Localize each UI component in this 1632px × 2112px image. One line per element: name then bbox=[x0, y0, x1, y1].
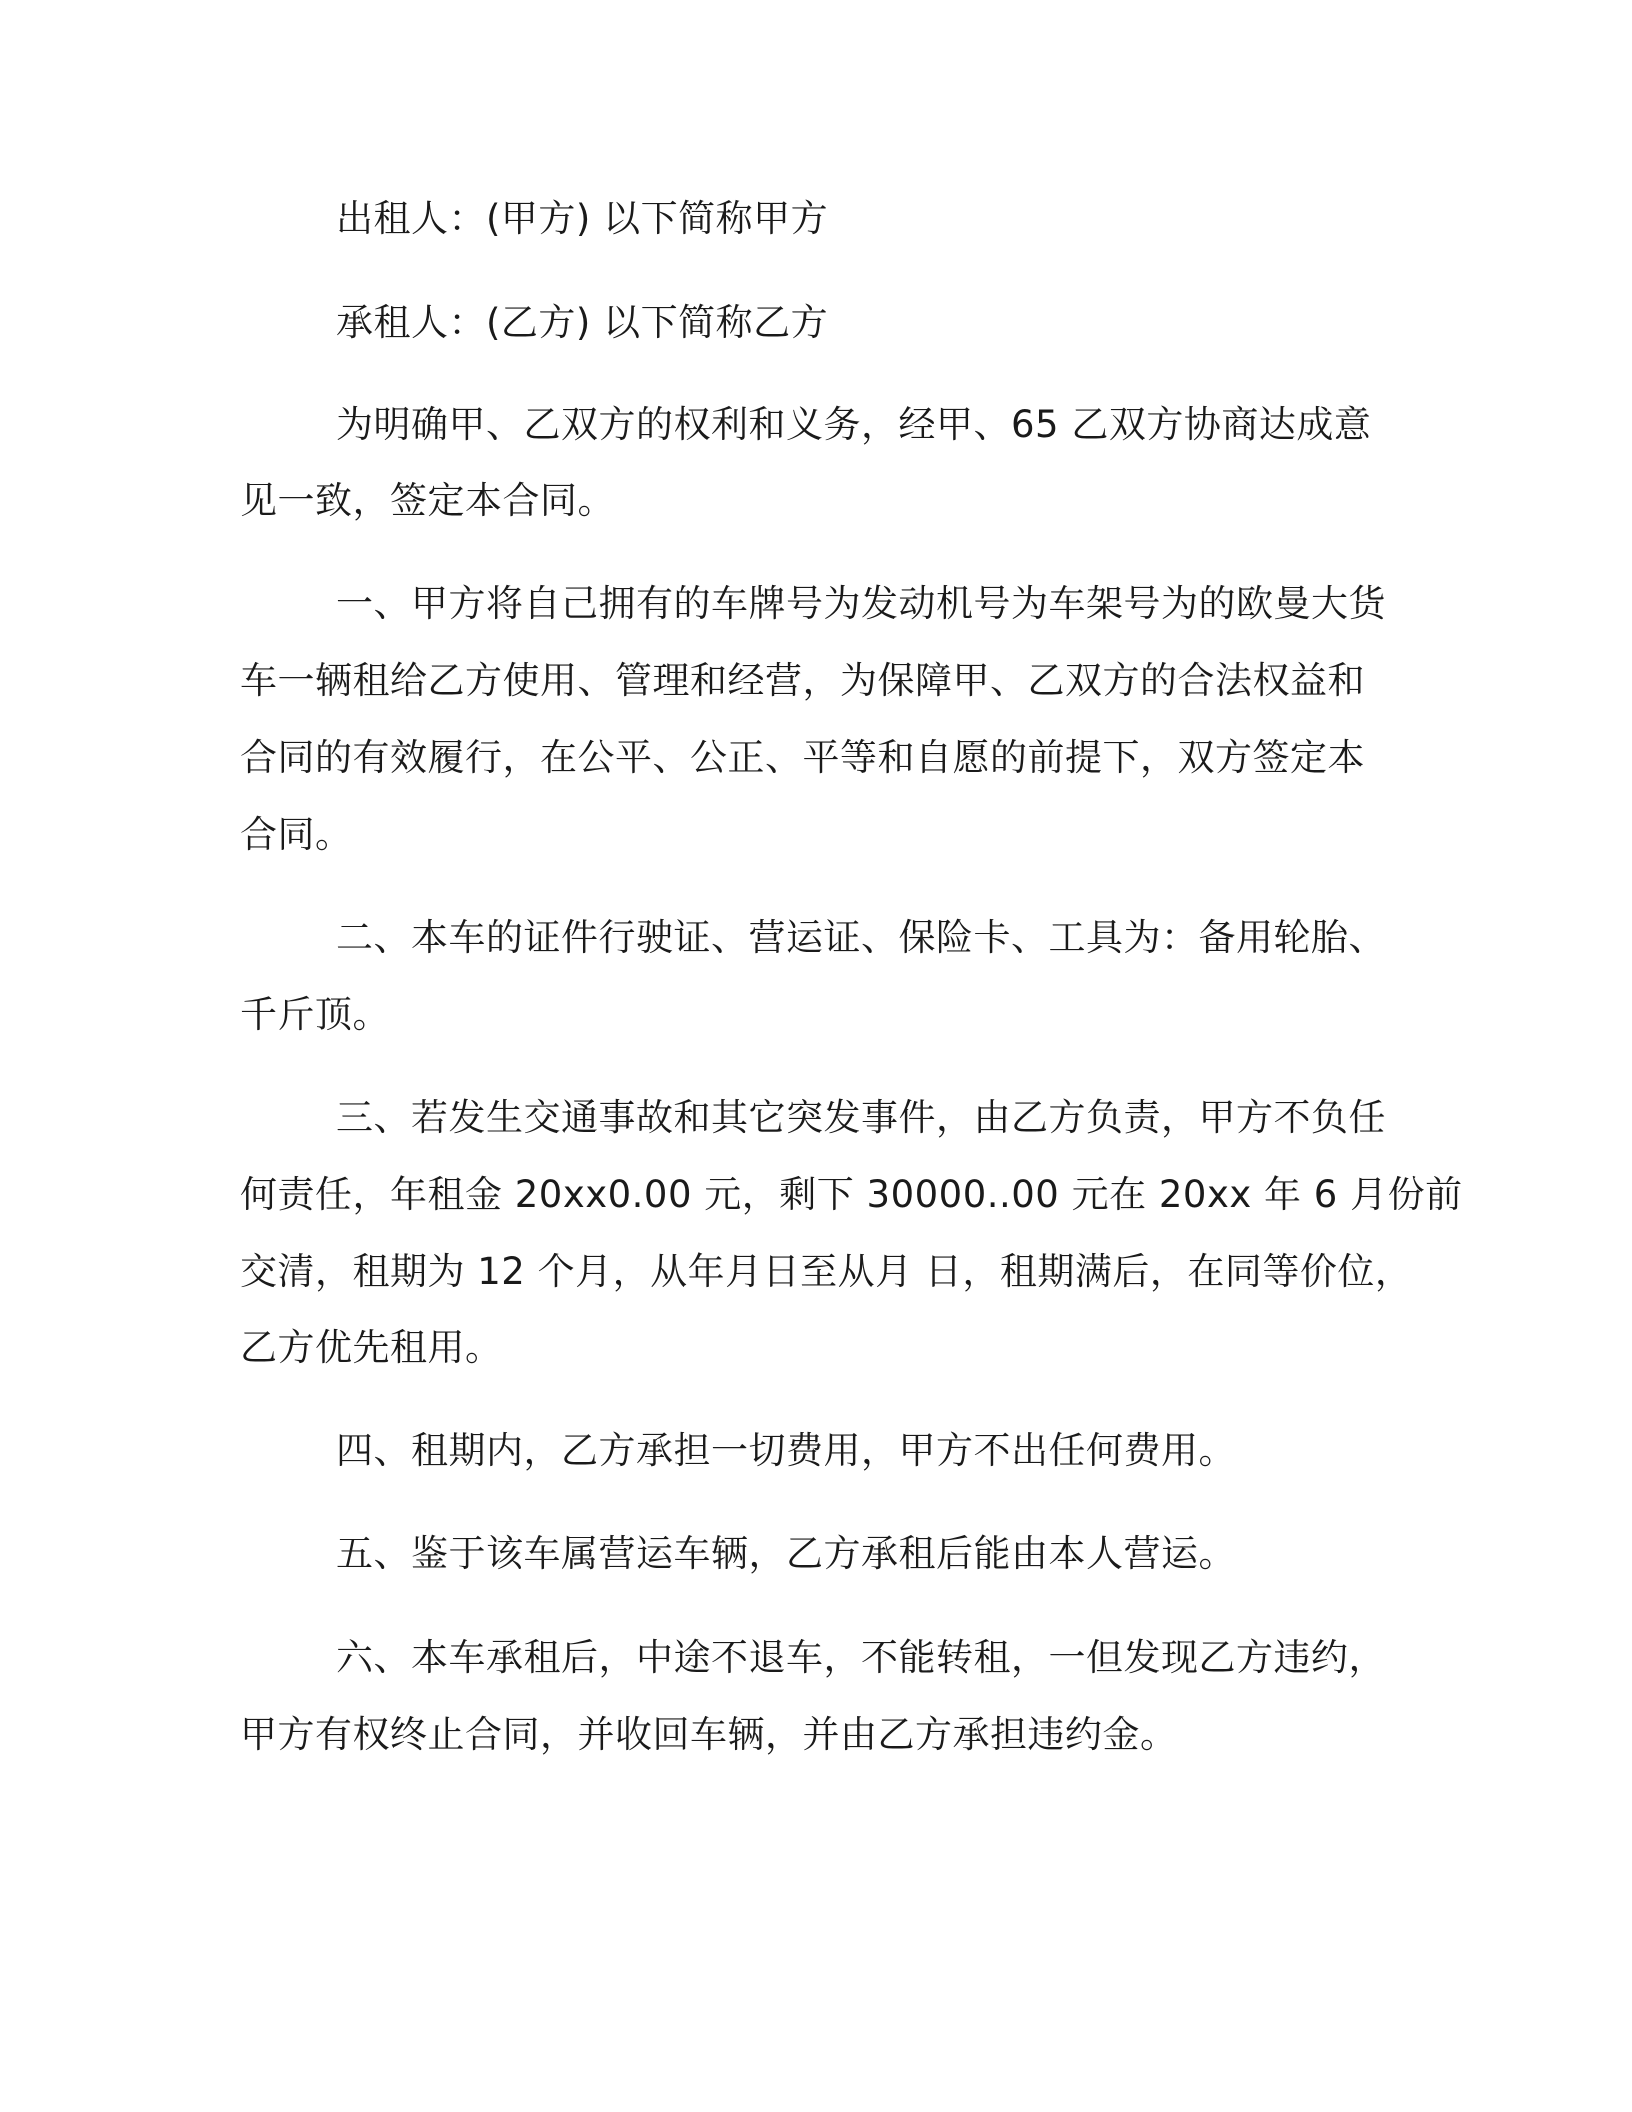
clause-2-line-2: 千斤顶。 bbox=[240, 993, 390, 1036]
lessee-line: 承租人：(乙方) 以下简称乙方 bbox=[336, 301, 829, 344]
clause-1-line-2: 车一辆租给乙方使用、管理和经营，为保障甲、乙双方的合法权益和 bbox=[240, 659, 1365, 702]
preamble-line-2: 见一致，签定本合同。 bbox=[240, 479, 615, 522]
clause-1-line-3: 合同的有效履行，在公平、公正、平等和自愿的前提下，双方签定本 bbox=[240, 736, 1365, 779]
lessor-line: 出租人：(甲方) 以下简称甲方 bbox=[336, 197, 829, 240]
preamble-line-1: 为明确甲、乙双方的权利和义务，经甲、65 乙双方协商达成意 bbox=[336, 403, 1372, 446]
clause-3-line-1: 三、若发生交通事故和其它突发事件，由乙方负责，甲方不负任 bbox=[336, 1096, 1386, 1139]
clause-6-line-1: 六、本车承租后，中途不退车，不能转租，一但发现乙方违约， bbox=[336, 1636, 1386, 1679]
clause-5-line-1: 五、鉴于该车属营运车辆，乙方承租后能由本人营运。 bbox=[336, 1532, 1236, 1575]
clause-4-line-1: 四、租期内，乙方承担一切费用，甲方不出任何费用。 bbox=[336, 1429, 1236, 1472]
clause-3-line-3: 交清，租期为 12 个月，从年月日至从月 日，租期满后，在同等价位， bbox=[240, 1250, 1413, 1293]
clause-1-line-1: 一、甲方将自己拥有的车牌号为发动机号为车架号为的欧曼大货 bbox=[336, 582, 1386, 625]
clause-1-line-4: 合同。 bbox=[240, 813, 353, 856]
clause-2-line-1: 二、本车的证件行驶证、营运证、保险卡、工具为：备用轮胎、 bbox=[336, 916, 1386, 959]
clause-3-line-2: 何责任，年租金 20xx0.00 元，剩下 30000..00 元在 20xx 年 6 月份前 bbox=[240, 1173, 1463, 1216]
clause-3-line-4: 乙方优先租用。 bbox=[240, 1326, 503, 1369]
clause-6-line-2: 甲方有权终止合同，并收回车辆，并由乙方承担违约金。 bbox=[240, 1713, 1178, 1756]
